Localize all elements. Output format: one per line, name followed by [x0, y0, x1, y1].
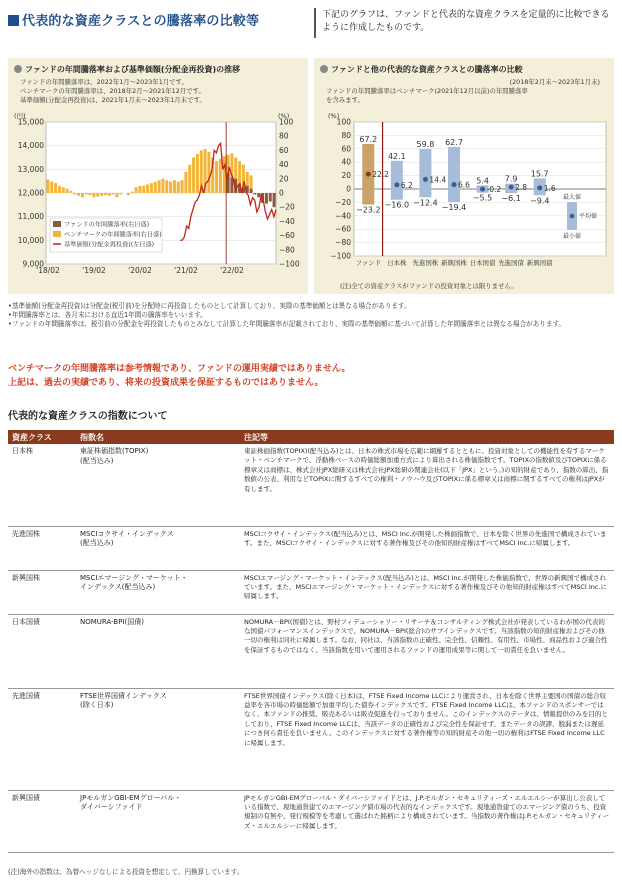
benchmark-bar	[112, 193, 115, 194]
mean-marker	[452, 182, 457, 187]
max-label: 42.1	[387, 151, 406, 161]
fund-trend-panel	[8, 58, 308, 294]
mean-label: 6.6	[458, 180, 470, 190]
x-tick-label: '18/02	[36, 266, 60, 275]
y-tick-label: 40	[341, 157, 351, 167]
asset-compare-note-2: を含みます。	[326, 96, 364, 104]
benchmark-bar	[192, 158, 195, 194]
right-tick-label: −100	[279, 259, 300, 269]
index-name-cell	[76, 790, 240, 852]
legend-max-label: 最大値	[562, 194, 582, 201]
y-tick-label: −100	[330, 251, 351, 261]
asset-compare-chart	[314, 58, 614, 294]
right-tick-label: 40	[279, 160, 289, 170]
page-title-text: 代表的な資産クラスとの騰落率の比較等	[22, 14, 260, 29]
benchmark-bar	[142, 186, 145, 193]
table-header-row	[8, 430, 614, 444]
min-label: −12.4	[413, 198, 438, 208]
mean-marker	[394, 182, 399, 187]
benchmark-bar	[138, 186, 141, 193]
right-tick-label: −80	[279, 245, 295, 255]
asset-class-cell: 先進国株	[8, 526, 76, 570]
benchmark-bar	[196, 154, 199, 193]
max-label: 59.8	[416, 139, 435, 149]
right-tick-label: −40	[279, 216, 295, 226]
max-label: 5.4	[476, 176, 489, 186]
min-label: −9.4	[529, 196, 550, 206]
disclaimer-warning	[8, 362, 614, 390]
mean-label: 1.6	[543, 183, 556, 193]
chart-note: •年間騰落率とは、各月末における直近1年間の騰落率をいいます。	[8, 311, 207, 320]
benchmark-bar	[169, 182, 172, 193]
benchmark-bar	[46, 180, 49, 193]
index-name-cell	[76, 614, 240, 688]
index-name-line: FTSE世界国債インデックス	[80, 691, 167, 700]
benchmark-bar	[158, 180, 161, 193]
fund-trend-note-3: 基準価額(分配金再投資)は、2021年1月末～2023年1月末です。	[20, 96, 206, 104]
chart-note: •基準価額(分配金再投資)は分配金(税引前)を分配時に再投資したものとして計算しており、実際の基準価額とは異なる場合があります。	[8, 302, 411, 310]
category-label: 先進国債	[498, 259, 524, 267]
asset-compare-note-1: ファンドの年間騰落率はベンチマーク(2021年12月以前)の年間騰落率	[326, 87, 528, 95]
asset-compare-period: (2018年2月末～2023年1月末)	[509, 78, 600, 86]
index-name-cell	[76, 526, 240, 570]
max-label: 62.7	[445, 137, 463, 147]
index-name-cell	[76, 688, 240, 790]
left-tick-label: 10,000	[17, 235, 44, 245]
y-tick-label: −60	[335, 224, 351, 234]
legend-swatch	[53, 231, 61, 237]
table-row	[8, 614, 614, 688]
mean-label: 6.2	[400, 180, 413, 190]
warning-line-2: 上記は、過去の実績であり、将来の投資成果を保証するものではありません。	[8, 378, 324, 388]
index-name-line: インデックス(配当込み)	[80, 583, 156, 592]
min-label: −5.5	[472, 193, 493, 203]
fund-trend-note-2: ベンチマークの年間騰落率は、2018年2月～2021年12月です。	[20, 87, 205, 95]
y-tick-label: −40	[335, 211, 351, 221]
category-label: 新興国債	[526, 259, 553, 267]
y-tick-label: 60	[341, 144, 351, 154]
y-tick-label: 0	[346, 184, 351, 194]
min-label: −23.2	[356, 205, 381, 215]
benchmark-bar	[50, 182, 53, 193]
note-cell: 東証株価指数(TOPIX)(配当込み)とは、日本の株式市場を広範に網羅するとともに、投資対象としての機能性を有するマーケット・ベンチマークで、浮動株ベースの時価総額加重方式により算出される株価指数です。TOPIXの指数値及びTOPIXに係る標章又は商標は、株式会社JPX総研又は株式会社JPX総研の関連会社(以下「JPX」という。)の知的財産であり、指数の算出、指数値の公表、利用などTOPIXに関するすべての権利・ノウハウ及びTOPIXに係る標章又は商標に関するすべての権利はJPXが有します。	[240, 444, 614, 526]
chart-note: •ファンドの年間騰落率は、税引前の分配金を再投資したものとみなして計算した年間騰落率が記載されており、実際の基準価額に基づいて計算した年間騰落率とは異なる場合があります。	[8, 320, 566, 329]
benchmark-bar	[188, 165, 191, 193]
asset-range-bar	[419, 149, 431, 197]
benchmark-bar	[58, 186, 61, 193]
min-label: −6.1	[501, 194, 521, 204]
note-cell: MSCIエマージング・マーケット・インデックス(配当込み)とは、MSCI Inc.が開発した株価指数で、世界の新興国で構成されています。また、MSCIエマージング・マーケット・インデックスに対する著作権及びその他知的財産権はすべてMSCI Inc.に帰属します。	[240, 570, 614, 614]
benchmark-bar	[150, 183, 153, 193]
min-label: −16.0	[384, 200, 410, 210]
chart-notes	[8, 302, 614, 330]
asset-class-cell: 先進国債	[8, 688, 76, 790]
right-tick-label: −60	[279, 231, 295, 241]
page-footnote: (注)海外の指数は、為替ヘッジなしによる投資を想定して、円換算しています。	[8, 868, 244, 876]
legend-mean-marker	[570, 214, 575, 219]
benchmark-bar	[173, 180, 176, 193]
table-row	[8, 688, 614, 790]
category-label: 日本国債	[469, 259, 496, 267]
benchmark-bar	[207, 152, 210, 193]
x-tick-label: '19/02	[82, 266, 106, 275]
benchmark-bar	[104, 193, 107, 195]
left-tick-label: 14,000	[17, 141, 44, 151]
benchmark-bar	[100, 193, 103, 196]
asset-class-cell: 日本国債	[8, 614, 76, 688]
benchmark-bar	[184, 172, 187, 193]
mean-label: 22.2	[372, 170, 389, 180]
right-tick-label: −20	[279, 202, 295, 212]
benchmark-bar	[89, 193, 92, 195]
left-tick-label: 11,000	[17, 212, 44, 222]
header-note: 注記等	[240, 430, 614, 444]
index-name-line: (配当込み)	[80, 539, 114, 548]
warning-line-1: ベンチマークの年間騰落率は参考情報であり、ファンドの運用実績ではありません。	[8, 364, 351, 374]
index-name-line: 東証株価指数(TOPIX)	[80, 447, 149, 455]
note-cell: JPモルガンGBI-EMグローバル・ダイバーシファイドとは、J.P.モルガン・セキュリティーズ・エルエルシーが算出し公表している指数で、現地通貨建てのエマージング債市場の代表的なインデックスです。現地通貨建てのエマージング債のうち、投資規制の有無や、発行規模等を考慮して選ばれた銘柄により構成されています。当指数の著作権はJ.P.モルガン・セキュリティーズ・エルエルシーに帰属します。	[240, 790, 614, 852]
category-label: 先進国株	[412, 259, 439, 267]
fund-bar	[253, 193, 256, 194]
left-axis-unit: (円)	[14, 112, 26, 120]
index-name-line: (除く日本)	[80, 701, 114, 710]
benchmark-bar	[119, 193, 122, 194]
mean-marker	[537, 185, 542, 190]
benchmark-bar	[165, 180, 168, 193]
left-tick-label: 12,000	[17, 188, 44, 198]
max-label: 15.7	[530, 169, 549, 179]
benchmark-bar	[115, 193, 118, 197]
benchmark-bar	[161, 179, 164, 193]
index-name-cell	[76, 570, 240, 614]
category-label: 新興国株	[441, 259, 467, 267]
asset-class-cell: 日本株	[8, 444, 76, 526]
fund-bar	[265, 193, 268, 204]
benchmark-bar	[62, 187, 65, 193]
y-tick-label: 80	[341, 130, 351, 140]
legend-label: ベンチマークの年間騰落率(右目盛)	[64, 231, 162, 239]
benchmark-bar	[54, 183, 57, 193]
left-tick-label: 13,000	[17, 164, 44, 174]
note-cell: MSCIコクサイ・インデックス(配当込み)とは、MSCI Inc.が開発した株価指数で、日本を除く世界の先進国で構成されています。また、MSCIコクサイ・インデックスに対する著作権及びその他知的財産権はすべてMSCI Inc.に帰属します。	[240, 526, 614, 570]
benchmark-bar	[177, 182, 180, 193]
note-cell: FTSE世界国債インデックス(除く日本)は、FTSE Fixed Income LLCにより運営され、日本を除く世界主要国の国債の総合収益率を各市場の時価総額で加重平均した債券インデックスです。FTSE Fixed Income LLCは、本ファンドのスポンサーではなく、本ファンドの推奨、販売あるいは販売促進を行っておりません。このインデックスのデータは、情報提供のみを目的としており、FTSE Fixed Income LLCは、当該データの正確性および完全性を保証せず、またデータの誤謬、脱漏または遅延につき何ら責任を負いません。このインデックスに対する著作権等の知的財産その他一切の権利はFTSE Fixed Income LLCに帰属します。	[240, 688, 614, 790]
benchmark-bar	[154, 182, 157, 193]
benchmark-bar	[135, 187, 138, 193]
index-name-line: MSCIコクサイ・インデックス	[80, 529, 174, 538]
index-name-line: (配当込み)	[80, 456, 114, 465]
benchmark-bar	[73, 193, 76, 194]
asset-class-cell: 新興国株	[8, 570, 76, 614]
mean-label: -0.2	[486, 185, 502, 195]
header-divider	[314, 8, 316, 38]
mean-label: 14.4	[429, 175, 447, 185]
right-tick-label: 20	[279, 174, 289, 184]
asset-compare-footnote: (注)全ての資産クラスがファンドの投資対象とは限りません。	[340, 282, 518, 290]
right-tick-label: 100	[279, 117, 294, 127]
benchmark-bar	[81, 193, 84, 197]
benchmark-bar	[127, 193, 130, 195]
index-name-line: JPモルガンGBI-EMグローバル・	[80, 793, 182, 802]
legend-label: ファンドの年間騰落率(右目盛)	[64, 221, 150, 229]
benchmark-bar	[131, 192, 134, 193]
x-tick-label: '22/02	[220, 266, 244, 275]
page-title	[8, 10, 259, 29]
y-tick-label: 20	[341, 171, 351, 181]
benchmark-bar	[77, 193, 80, 196]
right-tick-label: 0	[279, 188, 284, 198]
y-axis-unit: (%)	[328, 112, 340, 120]
mean-marker	[509, 185, 514, 190]
benchmark-bar	[96, 193, 99, 197]
y-tick-label: −20	[335, 197, 351, 207]
benchmark-bar	[92, 193, 95, 197]
table-row	[8, 570, 614, 614]
benchmark-bar	[181, 180, 184, 193]
index-name-line: MSCIエマージング・マーケット・	[80, 573, 188, 582]
mean-marker	[423, 177, 428, 182]
y-tick-label: −80	[335, 238, 351, 248]
fund-bar	[257, 193, 260, 197]
left-tick-label: 9,000	[22, 259, 44, 269]
page-header	[8, 6, 614, 42]
index-name-line: NOMURA-BPI(国債)	[80, 617, 144, 626]
mean-marker	[480, 187, 485, 192]
legend-swatch	[53, 221, 61, 227]
benchmark-bar	[146, 184, 149, 193]
header-index-name: 指数名	[76, 430, 240, 444]
right-tick-label: 60	[279, 145, 289, 155]
right-axis-unit: (%)	[278, 112, 290, 120]
asset-range-bar	[448, 147, 460, 202]
benchmark-bar	[108, 193, 111, 196]
max-label: 7.9	[504, 174, 518, 184]
index-table	[8, 430, 614, 853]
fund-trend-note-1: ファンドの年間騰落率は、2022年1月～2023年1月です。	[20, 78, 188, 86]
legend-min-label: 最小値	[562, 233, 582, 240]
benchmark-bar	[66, 189, 69, 193]
benchmark-bar	[223, 156, 226, 193]
fund-bar	[250, 189, 253, 193]
asset-class-cell: 新興国債	[8, 790, 76, 852]
asset-compare-title-text: ファンドと他の代表的な資産クラスとの騰落率の比較	[331, 65, 523, 74]
index-name-line: ダイバーシファイド	[80, 803, 143, 812]
table-row	[8, 790, 614, 852]
max-label: 67.2	[359, 134, 378, 144]
benchmark-bar	[215, 161, 218, 193]
benchmark-bar	[219, 159, 222, 193]
right-tick-label: 80	[279, 131, 289, 141]
fund-bar	[269, 193, 272, 202]
index-section-title: 代表的な資産クラスの指数について	[8, 411, 168, 422]
mean-marker	[366, 172, 371, 177]
table-row	[8, 444, 614, 526]
category-label: ファンド	[355, 259, 382, 267]
header-description: 下記のグラフは、ファンドと代表的な資産クラスを定量的に比較できるように作成したものです。	[322, 10, 610, 33]
category-label: 日本株	[387, 259, 407, 267]
header-asset-class: 資産クラス	[8, 430, 76, 444]
x-tick-label: '21/02	[174, 266, 198, 275]
benchmark-bar	[69, 191, 72, 193]
legend-mean-label: 平均値	[579, 213, 598, 220]
asset-compare-panel	[314, 58, 614, 294]
fund-trend-title-text: ファンドの年間騰落率および基準価額(分配金再投資)の推移	[25, 65, 241, 74]
index-name-cell	[76, 444, 240, 526]
mean-label: 2.8	[515, 183, 528, 193]
note-cell: NOMURA－BPI(国債)とは、野村フィデューシャリー・リサーチ＆コンサルティング株式会社が発表しているわが国の代表的な国債パフォーマンスインデックスで、NOMURA－BPI(総合)のサブインデックスです。当該指数の知的財産権およびその他一切の権利は同社に帰属します。なお、同社は、当該指数の正確性、完全性、信頼性、有用性、市場性、商品性および適合性を保証するものではなく、当該指数を用いて運用されるファンドの運用成果等に関して一切責任を負いません。	[240, 614, 614, 688]
title-square-icon	[8, 15, 19, 26]
table-row	[8, 526, 614, 570]
x-tick-label: '20/02	[128, 266, 152, 275]
benchmark-bar	[85, 193, 88, 194]
fund-trend-chart	[8, 58, 308, 294]
left-tick-label: 15,000	[17, 117, 44, 127]
min-label: −19.4	[441, 202, 467, 212]
y-tick-label: 100	[336, 117, 351, 127]
legend-label: 基準価額(分配金再投資)(左目盛)	[64, 241, 155, 249]
fund-bar	[273, 193, 276, 207]
